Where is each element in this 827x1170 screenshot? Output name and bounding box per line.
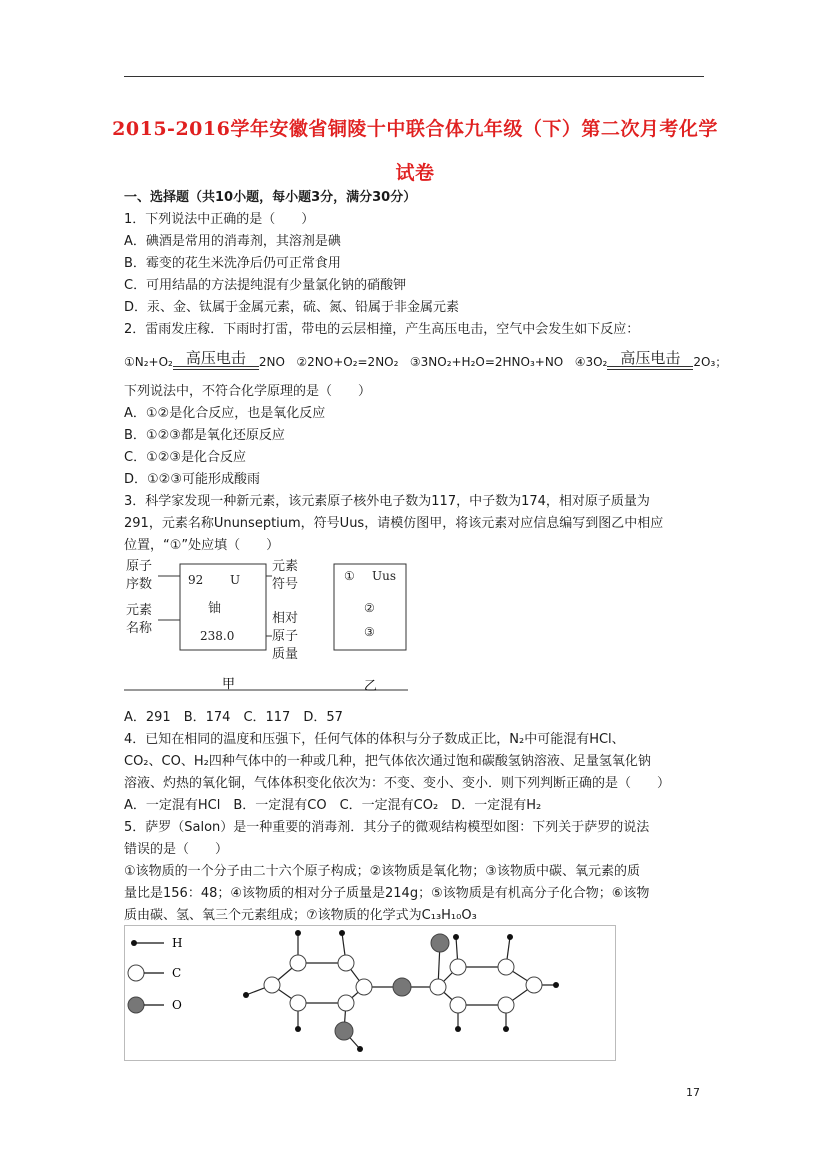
- card-symbol: U: [230, 573, 241, 587]
- yi-symbol: Uus: [372, 569, 396, 583]
- q1-option-b: B．霉变的花生米洗净后仍可正常食用: [124, 256, 341, 271]
- q3-stem-3: 位置，“①”处应填（ ）: [124, 538, 280, 553]
- yi-mark-2: ②: [364, 601, 375, 615]
- yi-mark-3: ③: [364, 625, 375, 639]
- label-symbol-2: 符号: [272, 577, 299, 592]
- q2-equations: [124, 350, 727, 370]
- molecule-legend: [128, 936, 182, 1013]
- card-name: 铀: [208, 601, 222, 616]
- label-atomic-number-1: 原子: [126, 559, 153, 574]
- q5-line-5: 质由碳、氢、氧三个元素组成；⑦该物质的化学式为C₁₃H₁₀O₃: [124, 908, 477, 923]
- label-mass-3: 质量: [272, 647, 299, 662]
- eq3: ③3NO₂+H₂O=2HNO₃+NO: [409, 355, 564, 369]
- label-element-name-1: 元素: [126, 603, 153, 618]
- q3-stem-1: 3．科学家发现一种新元素，该元素原子核外电子数为117，中子数为174，相对原子质量为: [124, 494, 650, 509]
- q5-line-4: 量比是156：48；④该物质的相对分子质量是214g；⑤该物质是有机高分子化合物；⑥该物: [124, 886, 650, 901]
- element-card-figure: [124, 556, 408, 692]
- q2-option-d: D．①②③可能形成酸雨: [124, 472, 260, 487]
- q4-line-3: 溶液、灼热的氧化铜，气体体积变化依次为：不变、变小、变小．则下列判断正确的是（ ）: [124, 776, 671, 791]
- q3-options: A．291 B．174 C．117 D．57: [124, 710, 343, 725]
- caption-yi: 乙: [364, 679, 378, 692]
- q2-ask: 下列说法中，不符合化学原理的是（ ）: [124, 384, 372, 399]
- eq1-arrow: [173, 350, 259, 370]
- legend-h: H: [172, 936, 183, 950]
- legend-o: O: [172, 998, 182, 1012]
- header-rule: [124, 76, 704, 77]
- eq1-left: ①N₂+O₂: [124, 355, 173, 369]
- label-atomic-number-2: 序数: [126, 577, 153, 592]
- q5-line-3: ①该物质的一个分子由二十六个原子构成；②该物质是氧化物；③该物质中碳、氧元素的质: [124, 864, 640, 879]
- page-number: 17: [686, 1086, 700, 1099]
- q2-option-c: C．①②③是化合反应: [124, 450, 247, 465]
- paper-title-line1: 2015-2016学年安徽省铜陵十中联合体九年级（下）第二次月考化学: [112, 118, 718, 140]
- q1-option-a: A．碘酒是常用的消毒剂，其溶剂是碘: [124, 234, 341, 249]
- q4-line-2: CO₂、CO、H₂四种气体中的一种或几种，把气体依次通过饱和碳酸氢钠溶液、足量氢氧化钠: [124, 754, 651, 769]
- legend-c: C: [172, 966, 182, 980]
- eq2: ②2NO+O₂=2NO₂: [296, 355, 399, 369]
- eq4-arrow: [607, 350, 693, 370]
- yi-mark-1: ①: [344, 569, 355, 583]
- label-element-name-2: 名称: [126, 621, 153, 636]
- q1-option-d: D．汞、金、钛属于金属元素，硫、氮、铅属于非金属元素: [124, 300, 460, 315]
- salol-molecule-model: [124, 925, 616, 1061]
- q2-option-b: B．①②③都是氧化还原反应: [124, 428, 285, 443]
- q1-stem: 1．下列说法中正确的是（ ）: [124, 212, 315, 227]
- q3-stem-2: 291，元素名称Ununseptium，符号Uus，请模仿图甲，将该元素对应信息编写到图乙中相应: [124, 516, 664, 531]
- q2-option-a: A．①②是化合反应，也是氧化反应: [124, 406, 326, 421]
- q1-option-c: C．可用结晶的方法提纯混有少量氯化钠的硝酸钾: [124, 278, 407, 293]
- eq1-condition: 高压电击: [185, 349, 246, 367]
- eq4-left: ④3O₂: [574, 355, 608, 369]
- card-number: 92: [188, 573, 204, 587]
- eq4-right: 2O₃；: [693, 355, 728, 369]
- caption-jia: 甲: [222, 677, 236, 692]
- eq1-right: 2NO: [258, 355, 285, 369]
- q4-line-1: 4．已知在相同的温度和压强下，任何气体的体积与分子数成正比，N₂中可能混有HCl、: [124, 732, 625, 747]
- label-mass-2: 原子: [272, 629, 299, 644]
- paper-title-line2: 试卷: [395, 162, 435, 184]
- q2-stem: 2．雷雨发庄稼．下雨时打雷，带电的云层相撞，产生高压电击，空气中会发生如下反应：: [124, 322, 640, 337]
- q5-line-2: 错误的是（ ）: [124, 842, 229, 857]
- q5-line-1: 5．萨罗（Salon）是一种重要的消毒剂．其分子的微观结构模型如图：下列关于萨罗的说法: [124, 820, 650, 835]
- label-symbol-1: 元素: [272, 559, 299, 574]
- label-mass-1: 相对: [272, 611, 299, 626]
- section-heading: 一、选择题（共10小题，每小题3分，满分30分）: [124, 190, 417, 205]
- card-mass: 238.0: [200, 629, 235, 643]
- q4-options: A．一定混有HCl B．一定混有CO C．一定混有CO₂ D．一定混有H₂: [124, 798, 542, 813]
- eq4-condition: 高压电击: [620, 349, 681, 367]
